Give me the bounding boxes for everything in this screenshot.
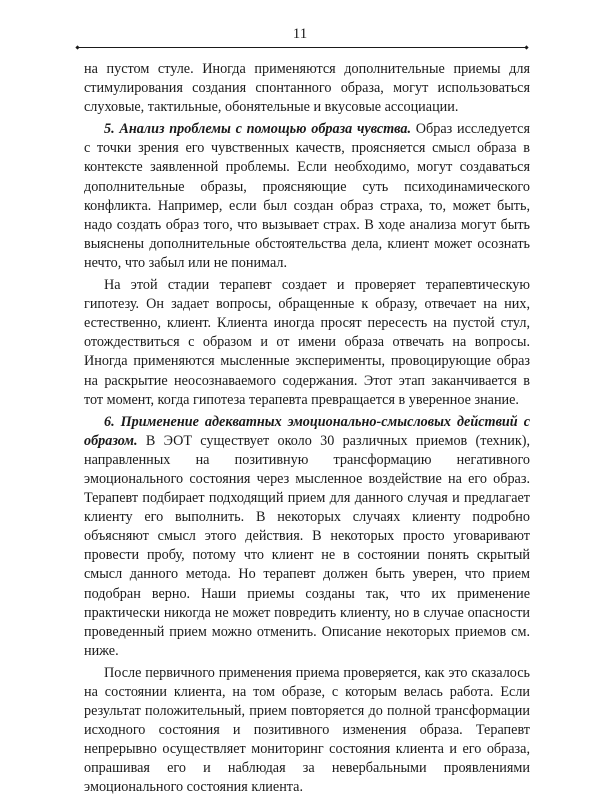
header-rule (78, 47, 526, 48)
page-number: 11 (292, 26, 308, 42)
paragraph-text: На этой стадии терапевт создает и проверяет терапевтическую гипотезу. Он задает вопросы, обращенные к образу, отвечает на них, естественно, клиент. Клиента иногда просят пересесть на пустой стул, отождествиться с образом и от имени образа отвечать на вопросы. Иногда применяются мысленные эксперименты, провоцирующие образ на раскрытие неосознаваемого содержания. Этот этап заканчивается в тот момент, когда гипотеза терапевта превращается в уверенное знание. (84, 277, 530, 408)
paragraph-3 (84, 276, 530, 410)
paragraph-text: Образ исследуется с точки зрения его чувственных качеств, проясняется смысл образа в контексте заявленной проблемы. Если необходимо, могут создаваться дополнительные образы, проясняющие суть психодинамического конфликта. Например, если был создан образ страха, то, может быть, надо создать образ того, что вызывает страх. В ходе анализа могут быть выяснены дополнительные обстоятельства дела, клиент может осознать нечто, что забыл или не понимал. (84, 121, 530, 271)
paragraph-1 (84, 60, 530, 117)
paragraph-text: После первичного применения приема проверяется, как это сказалось на состоянии клиента, на том образе, с которым велась работа. Если результат положительный, прием повторяется до полной трансформации исходного состояния и позитивного изменения образа. Терапевт непрерывно осуществляет мониторинг состояния клиента и его образа, опрашивая его и наблюдая за невербальными проявлениями эмоционального состояния клиента. (84, 664, 530, 796)
paragraph-text: на пустом стуле. Иногда применяются дополнительные приемы для стимулирования создания спонтанного образа, могут использоваться слуховые, тактильные, обонятельные и вкусовые ассоциации. (84, 61, 530, 116)
page-body (84, 60, 530, 801)
paragraph-5 (84, 664, 530, 798)
paragraph-2 (84, 120, 530, 273)
paragraph-4 (84, 413, 530, 661)
section-heading-6: 6. Применение адекватных эмоционально-смысловых действий с образом. (84, 413, 530, 449)
paragraph-text: В ЭОТ существует около 30 различных приемов (техник), направленных на позитивную трансформацию негативного эмоционального состояния через мысленное воздействие на его образ. Терапевт подбирает подходящий прием для данного случая и предлагает клиенту его выполнить. В некоторых случаях клиенту подробно объясняют смысл этого действия. В некоторых просто уговаривают провести пробу, потому что клиент не в состоянии понять скрытый смысл данного метода. Но терапевт должен быть уверен, что прием подобран верно. Наши приемы созданы так, что их применение практически никогда не может повредить клиенту, но в случае опасности проведенный прием можно отменить. Описание некоторых приемов см. ниже. (84, 432, 530, 659)
section-heading-5: 5. Анализ проблемы с помощью образа чувства. (104, 121, 412, 138)
